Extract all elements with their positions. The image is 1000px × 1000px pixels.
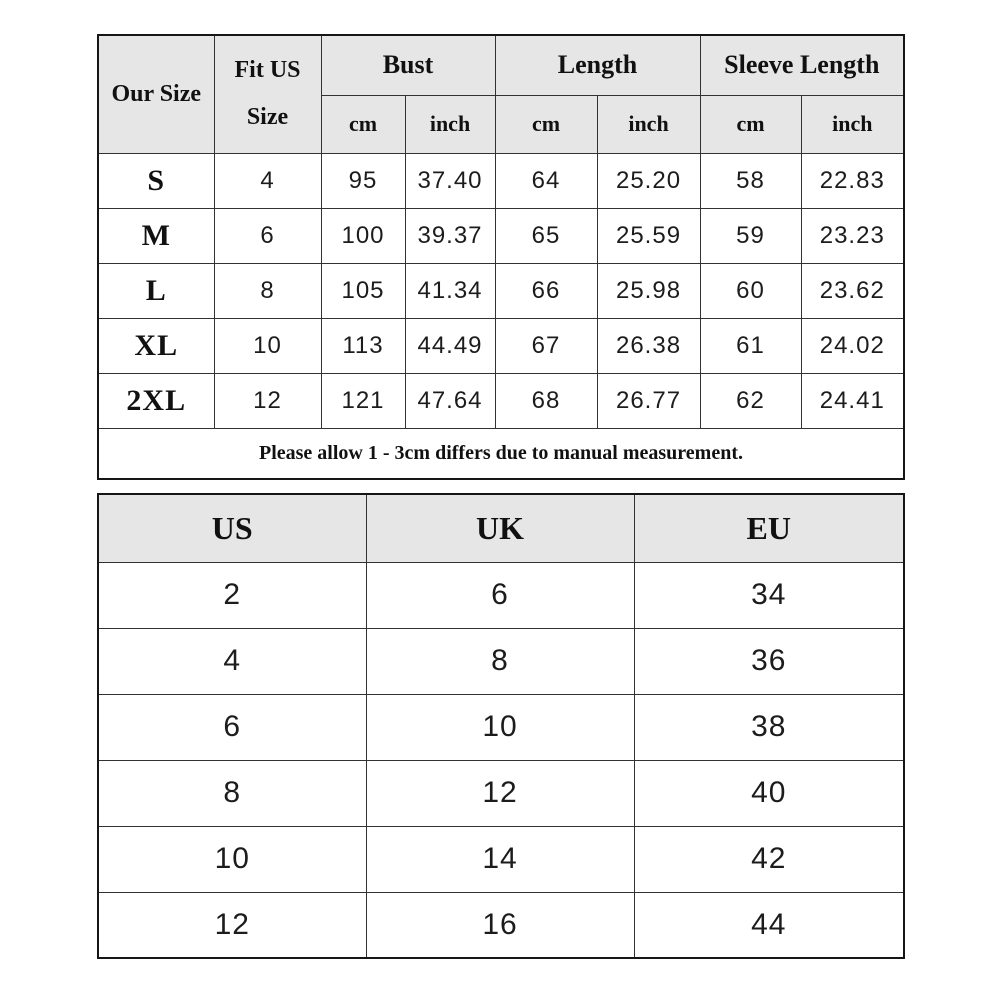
length-inch-value: 26.77 [597,373,700,428]
our-size-value: M [98,208,214,263]
bust-inch-value: 41.34 [405,263,495,318]
our-size-value: 2XL [98,373,214,428]
size-row-2xl [98,373,904,428]
fit-us-value: 10 [214,318,321,373]
bust-header: Bust [321,35,495,95]
us-value: 8 [98,760,366,826]
uk-header: UK [366,494,634,562]
sleeve-inch-value: 23.62 [801,263,904,318]
our-size-value: S [98,153,214,208]
length-inch-value: 25.98 [597,263,700,318]
uk-value: 12 [366,760,634,826]
length-inch-header: inch [597,95,700,153]
us-value: 10 [98,826,366,892]
bust-cm-value: 100 [321,208,405,263]
bust-inch-value: 39.37 [405,208,495,263]
length-cm-value: 64 [495,153,597,208]
uk-value: 10 [366,694,634,760]
sleeve-cm-value: 62 [700,373,801,428]
size-row-xl [98,318,904,373]
bust-inch-value: 44.49 [405,318,495,373]
fit-us-value: 8 [214,263,321,318]
us-value: 4 [98,628,366,694]
uk-value: 6 [366,562,634,628]
us-value: 2 [98,562,366,628]
bust-cm-value: 113 [321,318,405,373]
length-inch-value: 25.59 [597,208,700,263]
bust-cm-header: cm [321,95,405,153]
bust-inch-value: 47.64 [405,373,495,428]
sleeve-cm-value: 59 [700,208,801,263]
size-row-l [98,263,904,318]
length-inch-value: 26.38 [597,318,700,373]
sleeve-inch-header: inch [801,95,904,153]
size-row-s [98,153,904,208]
bust-cm-value: 121 [321,373,405,428]
measurement-note: Please allow 1 - 3cm differs due to manual measurement. [98,428,904,479]
sleeve-inch-value: 24.41 [801,373,904,428]
eu-value: 36 [634,628,904,694]
uk-value: 14 [366,826,634,892]
length-cm-header: cm [495,95,597,153]
length-header: Length [495,35,700,95]
conversion-row [98,562,904,628]
length-inch-value: 25.20 [597,153,700,208]
us-value: 6 [98,694,366,760]
size-chart-header-row-1 [98,35,904,95]
sleeve-inch-value: 24.02 [801,318,904,373]
conversion-row [98,760,904,826]
sleeve-inch-value: 22.83 [801,153,904,208]
conversion-row [98,826,904,892]
eu-value: 40 [634,760,904,826]
sleeve-cm-header: cm [700,95,801,153]
eu-header: EU [634,494,904,562]
sleeve-length-header: Sleeve Length [700,35,904,95]
conversion-row [98,892,904,958]
sleeve-cm-value: 58 [700,153,801,208]
eu-value: 42 [634,826,904,892]
bust-cm-value: 105 [321,263,405,318]
length-cm-value: 67 [495,318,597,373]
conversion-row [98,694,904,760]
sleeve-cm-value: 61 [700,318,801,373]
fit-us-size-header: Fit US Size [214,35,321,153]
eu-value: 34 [634,562,904,628]
our-size-header: Our Size [98,35,214,153]
eu-value: 38 [634,694,904,760]
fit-us-value: 12 [214,373,321,428]
conversion-row [98,628,904,694]
size-chart-table [97,34,905,480]
length-cm-value: 68 [495,373,597,428]
sleeve-inch-value: 23.23 [801,208,904,263]
sleeve-cm-value: 60 [700,263,801,318]
size-conversion-table [97,493,905,959]
note-row [98,428,904,479]
bust-inch-header: inch [405,95,495,153]
our-size-value: XL [98,318,214,373]
eu-value: 44 [634,892,904,958]
our-size-value: L [98,263,214,318]
us-header: US [98,494,366,562]
conversion-header-row [98,494,904,562]
us-value: 12 [98,892,366,958]
length-cm-value: 66 [495,263,597,318]
uk-value: 16 [366,892,634,958]
fit-us-value: 4 [214,153,321,208]
fit-us-value: 6 [214,208,321,263]
length-cm-value: 65 [495,208,597,263]
bust-inch-value: 37.40 [405,153,495,208]
bust-cm-value: 95 [321,153,405,208]
uk-value: 8 [366,628,634,694]
size-row-m [98,208,904,263]
